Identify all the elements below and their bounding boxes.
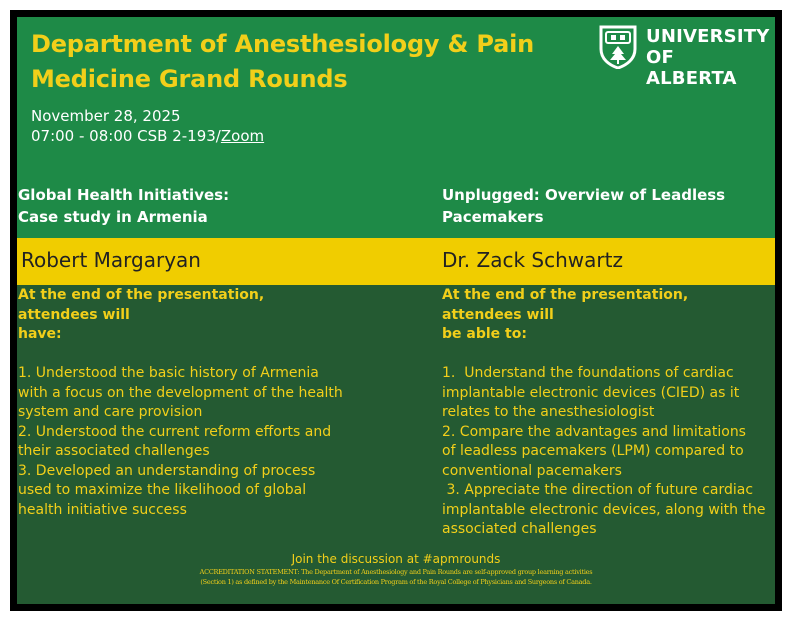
objective-line: system and care provision bbox=[18, 404, 203, 420]
left-intro-line-1: At the end of the presentation, attendees will bbox=[18, 287, 265, 323]
objective-line: their associated challenges bbox=[18, 443, 210, 459]
objective-line: health initiative success bbox=[18, 501, 187, 518]
objective-line: used to maximize the likelihood of global bbox=[18, 482, 307, 498]
right-talk-title bbox=[442, 184, 725, 228]
objective-line: 2. Compare the advantages and limitations bbox=[442, 423, 746, 440]
event-time-location bbox=[31, 126, 264, 146]
event-info bbox=[31, 106, 264, 146]
objective-line: implantable electronic devices (CIED) as it bbox=[442, 384, 740, 401]
left-intro-line-2: have: bbox=[18, 326, 62, 342]
right-title-line-1: Unplugged: Overview of Leadless bbox=[442, 186, 726, 204]
left-talk-title bbox=[18, 184, 229, 228]
right-intro-line-1: At the end of the presentation, attendees will bbox=[442, 287, 689, 323]
objective-line: of leadless pacemakers (LPM) compared to bbox=[442, 443, 744, 459]
crest-icon bbox=[598, 23, 638, 69]
spacer bbox=[442, 345, 772, 365]
accreditation-line-2: (Section 1) as defined by the Maintenance Of Certification Program of the Royal College of Physicians and Surgeons of Canada. bbox=[200, 578, 592, 586]
objective-line: 1. Understood the basic history of Armenia bbox=[18, 365, 319, 381]
left-title-line-1: Global Health Initiatives: bbox=[18, 186, 230, 204]
title-line-2: Medicine Grand Rounds bbox=[31, 65, 348, 93]
zoom-link[interactable]: Zoom bbox=[220, 127, 265, 145]
footer bbox=[17, 552, 775, 587]
hashtag-text: Join the discussion at #apmrounds bbox=[291, 552, 501, 566]
right-objectives bbox=[442, 286, 772, 540]
university-logo bbox=[598, 22, 770, 89]
objective-line: implantable electronic devices, along with the bbox=[442, 501, 766, 518]
objective-line: 3. Developed an understanding of process bbox=[18, 462, 316, 479]
event-date: November 28, 2025 bbox=[31, 107, 181, 125]
left-speaker-name: Robert Margaryan bbox=[21, 248, 201, 272]
right-title-line-2: Pacemakers bbox=[442, 208, 544, 226]
left-title-line-2: Case study in Armenia bbox=[18, 208, 208, 226]
objective-line: with a focus on the development of the health bbox=[18, 384, 343, 401]
spacer bbox=[18, 345, 348, 365]
objective-line: 1. Understand the foundations of cardiac bbox=[442, 365, 734, 381]
objective-line: relates to the anesthesiologist bbox=[442, 404, 655, 420]
time-location-text: 07:00 - 08:00 CSB 2-193/ bbox=[31, 127, 221, 145]
logo-line-2: OF ALBERTA bbox=[646, 47, 737, 89]
accreditation-line-1: ACCREDITATION STATEMENT: The Department of Anesthesiology and Pain Rounds are self-approved group learning activities bbox=[199, 568, 593, 576]
objective-line: 2. Understood the current reform efforts and bbox=[18, 423, 332, 440]
right-intro-line-2: be able to: bbox=[442, 326, 527, 342]
title-line-1: Department of Anesthesiology & Pain bbox=[31, 30, 535, 58]
objective-line: 3. Appreciate the direction of future cardiac bbox=[442, 482, 754, 498]
logo-line-1: UNIVERSITY bbox=[646, 26, 770, 47]
objective-line: associated challenges bbox=[442, 521, 597, 537]
page-title bbox=[31, 27, 576, 97]
right-speaker-name: Dr. Zack Schwartz bbox=[442, 248, 623, 272]
objective-line: conventional pacemakers bbox=[442, 462, 622, 479]
left-objectives bbox=[18, 286, 348, 520]
